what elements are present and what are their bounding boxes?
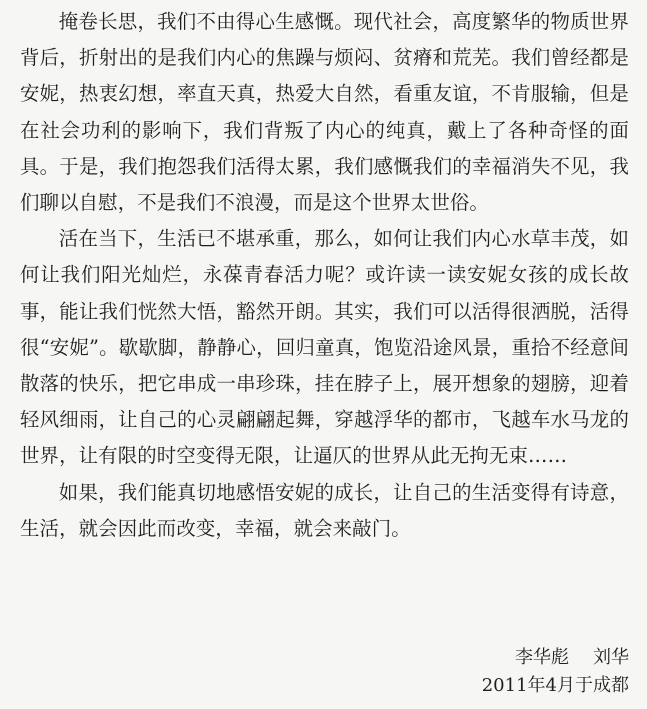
paragraph-2: 活在当下，生活已不堪承重，那么，如何让我们内心水草丰茂，如何让我们阳光灿烂，永葆青春活力呢？或许读一读安妮女孩的成长故事，能让我们恍然大悟，豁然开朗。其实，我们可以活得很洒脱，活得很“安妮”。歇歇脚，静静心，回归童真，饱览沿途风景，重拾不经意间散落的快乐，把它串成一串珍珠，挂在脖子上，展开想象的翅膀，迎着轻风细雨，让自己的心灵翩翩起舞，穿越浮华的都市，飞越车水马龙的世界，让有限的时空变得无限，让逼仄的世界从此无拘无束…… <box>20 227 629 468</box>
paragraph-3: 如果，我们能真切地感悟安妮的成长，让自己的生活变得有诗意，生活，就会因此而改变，幸福，就会来敲门。 <box>20 480 629 540</box>
author-name-2: 刘华 <box>593 647 629 668</box>
signature-date-place: 2011年4月于成都 <box>481 675 629 696</box>
author-signature <box>515 646 629 670</box>
author-name-1: 李华彪 <box>515 647 569 668</box>
paragraph-1: 掩卷长思，我们不由得心生感慨。现代社会，高度繁华的物质世界背后，折射出的是我们内心的焦躁与烦闷、贫瘠和荒芜。我们曾经都是安妮，热衷幻想，率直天真，热爱大自然，看重友谊，不肯服输，但是在社会功利的影响下，我们背叛了内心的纯真，戴上了各种奇怪的面具。于是，我们抱怨我们活得太累，我们感慨我们的幸福消失不见，我们聊以自慰，不是我们不浪漫，而是这个世界太世俗。 <box>20 10 629 215</box>
